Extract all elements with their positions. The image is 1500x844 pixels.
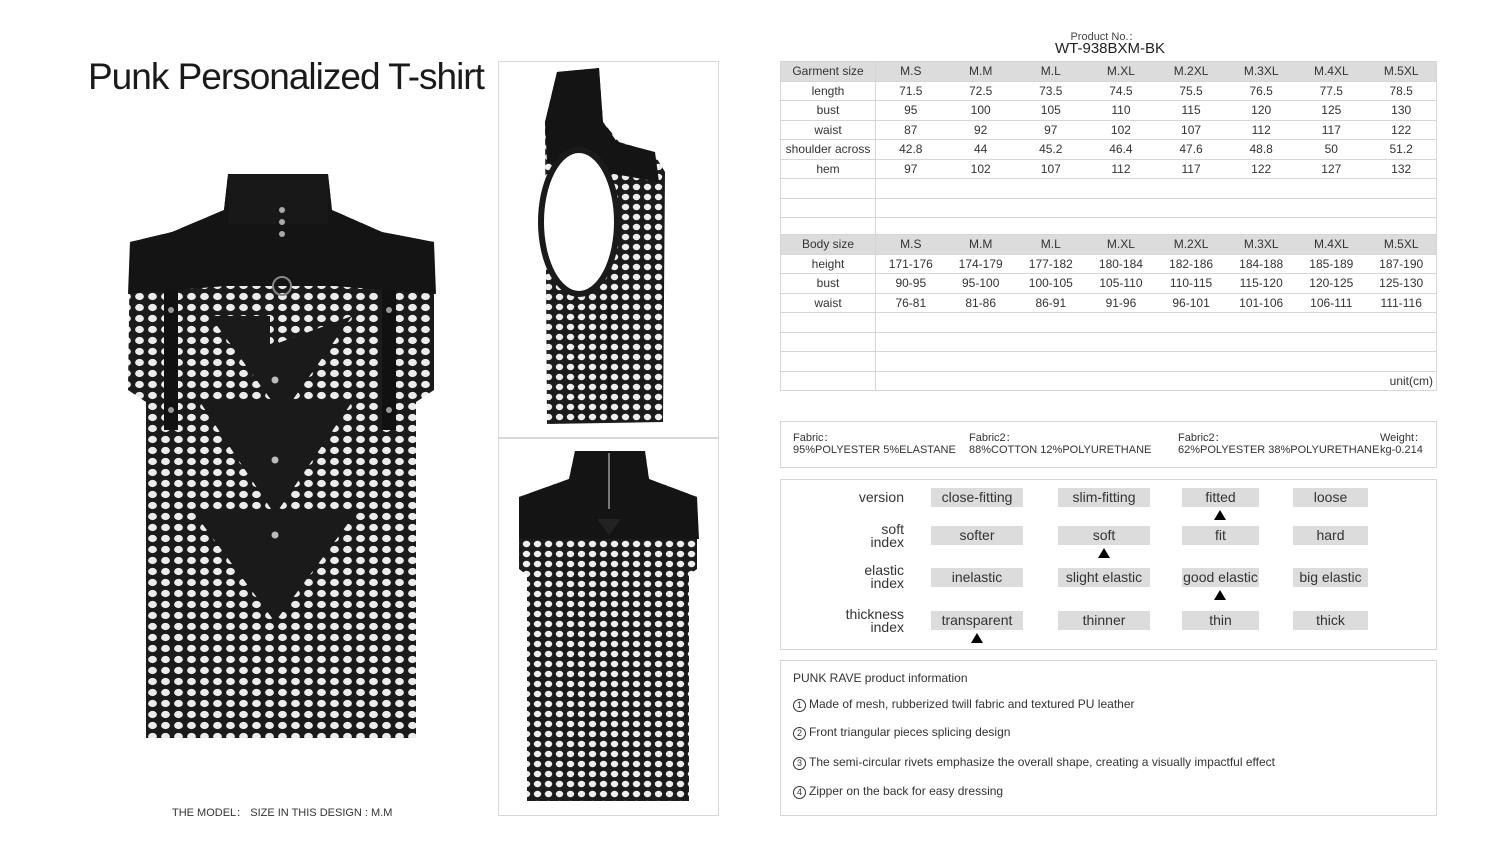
size-col-header: M.3XL [1226, 235, 1296, 255]
table-cell: 95-100 [946, 274, 1016, 294]
row-label: waist [781, 120, 876, 140]
row-label: bust [781, 274, 876, 294]
table-cell: 107 [1016, 159, 1086, 179]
fabric-item [1178, 432, 1379, 456]
weight-value: kg-0.214 [1380, 444, 1423, 456]
table-cell: 102 [946, 159, 1016, 179]
empty-cell [781, 371, 876, 391]
table-cell: 102 [1086, 120, 1156, 140]
table-cell: 97 [1016, 120, 1086, 140]
number-circle-icon: 3 [793, 757, 806, 770]
fabric-label: Fabric： [793, 432, 835, 444]
empty-cell [876, 198, 1437, 218]
size-col-header: M.2XL [1156, 62, 1226, 82]
table-cell: 112 [1226, 120, 1296, 140]
size-col-header: M.S [876, 62, 946, 82]
info-text: Made of mesh, rubberized twill fabric and textured PU leather [809, 697, 1135, 711]
size-col-header: M.XL [1086, 62, 1156, 82]
back-view-frame [498, 438, 719, 816]
product-number-label: Product No.： [1070, 31, 1140, 43]
info-text: Front triangular pieces splicing design [809, 725, 1011, 739]
garment-size-table [780, 61, 1437, 238]
side-view-frame [498, 61, 719, 438]
fabric-label: Fabric2： [969, 432, 1017, 444]
table-cell: 86-91 [1016, 293, 1086, 313]
index-label [846, 608, 904, 634]
table-cell: 97 [876, 159, 946, 179]
info-item [793, 755, 1275, 770]
table-cell: 46.4 [1086, 140, 1156, 160]
index-option: good elastic [1183, 569, 1258, 585]
table-cell: 106-111 [1296, 293, 1366, 313]
table-cell: 96-101 [1156, 293, 1226, 313]
index-option: loose [1293, 488, 1368, 507]
empty-cell [876, 352, 1437, 372]
table-cell: 81-86 [946, 293, 1016, 313]
row-label: hem [781, 159, 876, 179]
empty-row [781, 352, 1437, 372]
index-option: thick [1293, 611, 1368, 630]
table-cell: 122 [1226, 159, 1296, 179]
fabric-item [969, 432, 1151, 456]
fabric-item [793, 432, 956, 456]
table-cell: 120-125 [1296, 274, 1366, 294]
size-col-header: M.4XL [1296, 62, 1366, 82]
index-label [859, 491, 904, 504]
table-cell: 72.5 [946, 81, 1016, 101]
index-option: slim-fitting [1058, 488, 1150, 507]
size-col-header: M.3XL [1226, 62, 1296, 82]
index-option: thin [1182, 611, 1259, 630]
product-index-box [780, 479, 1437, 650]
table-cell: 78.5 [1366, 81, 1436, 101]
table-cell: 105 [1016, 101, 1086, 121]
table-cell: 105-110 [1086, 274, 1156, 294]
table-cell: 76.5 [1226, 81, 1296, 101]
table-cell: 74.5 [1086, 81, 1156, 101]
row-label: shoulder across [781, 140, 876, 160]
info-text: Zipper on the back for easy dressing [809, 784, 1004, 798]
table-cell: 42.8 [876, 140, 946, 160]
index-label-line: index [870, 575, 904, 591]
empty-cell [781, 352, 876, 372]
table-cell: 75.5 [1156, 81, 1226, 101]
table-cell: 50 [1296, 140, 1366, 160]
index-option: soft [1058, 526, 1150, 545]
model-size-note: THE MODEL： SIZE IN THIS DESIGN : M.M [172, 807, 393, 819]
empty-cell [781, 313, 876, 333]
table-cell: 115-120 [1226, 274, 1296, 294]
table-cell: 77.5 [1296, 81, 1366, 101]
number-circle-icon: 1 [793, 699, 806, 712]
fabric-info-box [780, 421, 1437, 468]
table-row [781, 254, 1437, 274]
body-size-header: Body size [781, 235, 876, 255]
table-cell: 117 [1296, 120, 1366, 140]
table-cell: 122 [1366, 120, 1436, 140]
size-col-header: M.S [876, 235, 946, 255]
index-label-line: index [870, 619, 904, 635]
triangle-marker-icon [1214, 590, 1226, 600]
table-cell: 51.2 [1366, 140, 1436, 160]
index-option: softer [931, 526, 1023, 545]
table-cell: 171-176 [876, 254, 946, 274]
fabric-label: Fabric2： [1178, 432, 1226, 444]
index-option: inelastic [931, 568, 1023, 587]
table-cell: 125-130 [1366, 274, 1436, 294]
table-cell: 120 [1226, 101, 1296, 121]
info-item [793, 697, 1135, 712]
index-option: slight elastic [1058, 568, 1150, 587]
row-label: bust [781, 101, 876, 121]
table-cell: 174-179 [946, 254, 1016, 274]
number-circle-icon: 2 [793, 727, 806, 740]
table-row [781, 140, 1437, 160]
table-row [781, 120, 1437, 140]
index-label-line: elastic [864, 562, 904, 578]
number-circle-icon: 4 [793, 786, 806, 799]
index-label [871, 523, 904, 549]
empty-row [781, 332, 1437, 352]
empty-cell [781, 198, 876, 218]
table-cell: 127 [1296, 159, 1366, 179]
table-cell: 76-81 [876, 293, 946, 313]
size-col-header: M.M [946, 235, 1016, 255]
empty-row [781, 198, 1437, 218]
table-row [781, 81, 1437, 101]
table-cell: 110-115 [1156, 274, 1226, 294]
table-cell: 130 [1366, 101, 1436, 121]
garment-size-header: Garment size [781, 62, 876, 82]
table-cell: 48.8 [1226, 140, 1296, 160]
empty-cell [876, 313, 1437, 333]
product-number: WT-938BXM-BK [1054, 40, 1166, 57]
table-cell: 185-189 [1296, 254, 1366, 274]
table-cell: 47.6 [1156, 140, 1226, 160]
table-row [781, 274, 1437, 294]
index-option: thinner [1058, 611, 1150, 630]
fabric-value: 88%COTTON 12%POLYURETHANE [969, 444, 1152, 456]
empty-cell [876, 332, 1437, 352]
index-option: close-fitting [931, 488, 1023, 507]
info-item [793, 725, 1010, 740]
row-label: height [781, 254, 876, 274]
table-cell: 91-96 [1086, 293, 1156, 313]
table-cell: 111-116 [1366, 293, 1436, 313]
table-cell: 44 [946, 140, 1016, 160]
size-col-header: M.4XL [1296, 235, 1366, 255]
empty-row [781, 371, 1437, 391]
fabric-value: 95%POLYESTER 5%ELASTANE [793, 444, 956, 456]
table-row [781, 101, 1437, 121]
front-garment-image [120, 170, 445, 750]
size-col-header: M.2XL [1156, 235, 1226, 255]
table-cell: 125 [1296, 101, 1366, 121]
size-col-header: M.L [1016, 235, 1086, 255]
table-cell: 73.5 [1016, 81, 1086, 101]
table-cell: 112 [1086, 159, 1156, 179]
weight-item [1380, 432, 1425, 456]
table-cell: 100 [946, 101, 1016, 121]
product-info-box [780, 660, 1437, 816]
row-label: length [781, 81, 876, 101]
index-label [864, 564, 904, 590]
info-title: PUNK RAVE product information [793, 671, 968, 685]
table-cell: 90-95 [876, 274, 946, 294]
table-row [781, 159, 1437, 179]
size-col-header: M.L [1016, 62, 1086, 82]
index-option: hard [1293, 526, 1368, 545]
index-label-line: index [870, 534, 904, 550]
table-cell: 87 [876, 120, 946, 140]
empty-cell [781, 179, 876, 199]
page-title: Punk Personalized T-shirt [88, 56, 484, 97]
row-label: waist [781, 293, 876, 313]
index-label-line: thickness [845, 606, 904, 622]
index-label-line: version [858, 489, 904, 505]
size-col-header: M.5XL [1366, 235, 1436, 255]
unit-label: unit(cm) [876, 371, 1437, 391]
table-cell: 107 [1156, 120, 1226, 140]
triangle-marker-icon [971, 633, 983, 643]
table-cell: 45.2 [1016, 140, 1086, 160]
table-cell: 182-186 [1156, 254, 1226, 274]
weight-label: Weight： [1380, 432, 1426, 444]
index-option: big elastic [1293, 568, 1368, 587]
table-cell: 177-182 [1016, 254, 1086, 274]
table-cell: 184-188 [1226, 254, 1296, 274]
side-garment-image [499, 62, 718, 437]
table-cell: 101-106 [1226, 293, 1296, 313]
table-cell: 187-190 [1366, 254, 1436, 274]
table-row [781, 293, 1437, 313]
table-cell: 95 [876, 101, 946, 121]
table-cell: 180-184 [1086, 254, 1156, 274]
table-cell: 110 [1086, 101, 1156, 121]
back-garment-image [499, 439, 718, 815]
index-option: transparent [931, 611, 1023, 630]
table-cell: 117 [1156, 159, 1226, 179]
table-cell: 100-105 [1016, 274, 1086, 294]
empty-row [781, 179, 1437, 199]
table-cell: 115 [1156, 101, 1226, 121]
index-label-line: soft [881, 521, 904, 537]
triangle-marker-icon [1098, 548, 1110, 558]
empty-cell [876, 179, 1437, 199]
index-option: fit [1182, 526, 1259, 545]
size-col-header: M.5XL [1366, 62, 1436, 82]
info-text: The semi-circular rivets emphasize the overall shape, creating a visually impactful effect [809, 755, 1275, 769]
index-option: fitted [1182, 488, 1259, 507]
info-item [793, 784, 1003, 799]
table-cell: 71.5 [876, 81, 946, 101]
table-cell: 132 [1366, 159, 1436, 179]
triangle-marker-icon [1214, 510, 1226, 520]
fabric-value: 62%POLYESTER 38%POLYURETHANE [1178, 444, 1380, 456]
empty-cell [781, 332, 876, 352]
table-cell: 92 [946, 120, 1016, 140]
empty-row [781, 313, 1437, 333]
size-col-header: M.M [946, 62, 1016, 82]
size-col-header: M.XL [1086, 235, 1156, 255]
body-size-table [780, 234, 1437, 391]
